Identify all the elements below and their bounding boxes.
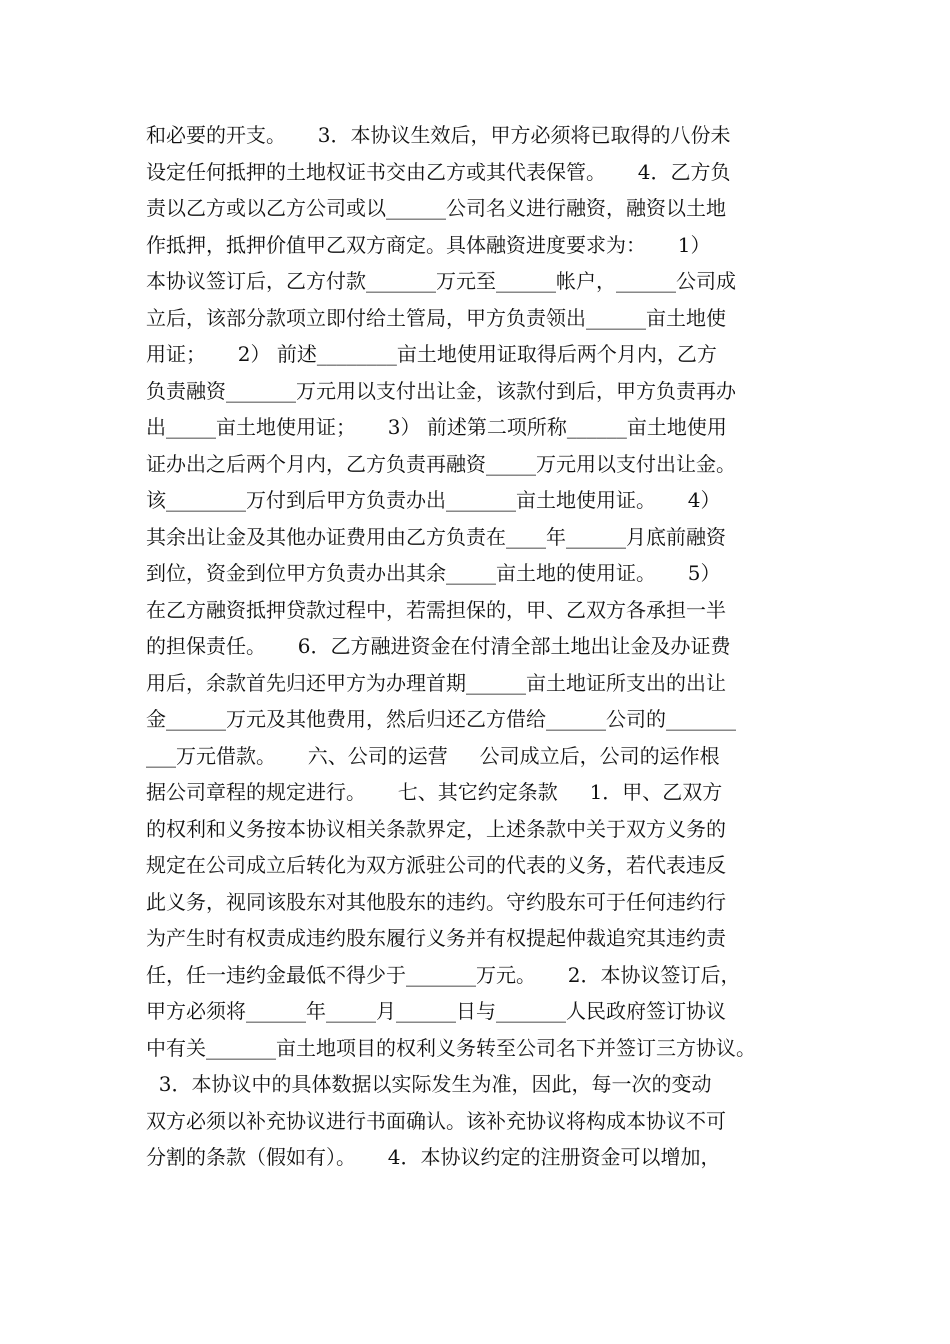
- text-line: 的担保责任。 6．乙方融进资金在付清全部土地出让金及办证费: [146, 634, 731, 658]
- text-line: 的权利和义务按本协议相关条款界定，上述条款中关于双方义务的: [146, 816, 726, 841]
- text-line: 出_____亩土地使用证； 3） 前述第二项所称______亩土地使用: [146, 415, 727, 439]
- text-line: 用后，余款首先归还甲方为办理首期______亩土地证所支出的出让: [146, 670, 726, 695]
- text-line: 在乙方融资抵押贷款过程中，若需担保的，甲、乙双方各承担一半: [146, 597, 726, 622]
- text-line: 立后，该部分款项立即付给土管局，甲方负责领出______亩土地使: [146, 305, 726, 330]
- text-line: 双方必须以补充协议进行书面确认。该补充协议将构成本协议不可: [146, 1108, 726, 1133]
- text-line: 和必要的开支。 3．本协议生效后，甲方必须将已取得的八份未: [146, 123, 731, 147]
- text-line: 本协议签订后，乙方付款_______万元至______帐户，______公司成: [146, 269, 736, 293]
- text-line: 规定在公司成立后转化为双方派驻公司的代表的义务，若代表违反: [146, 853, 726, 877]
- text-line: ___万元借款。 六、公司的运营 公司成立后，公司的运作根: [146, 743, 720, 768]
- text-line: 设定任何抵押的土地权证书交由乙方或其代表保管。 4．乙方负: [146, 159, 731, 184]
- text-line: 作抵押，抵押价值甲乙双方商定。具体融资进度要求为： 1）: [146, 232, 711, 257]
- text-line: 据公司章程的规定进行。 七、其它约定条款 1．甲、乙双方: [146, 780, 723, 804]
- text-line: 分割的条款（假如有）。 4．本协议约定的注册资金可以增加，: [146, 1145, 721, 1169]
- text-line: 任，任一违约金最低不得少于_______万元。 2．本协议签订后，: [146, 962, 741, 987]
- text-line: 为产生时有权责成违约股东履行义务并有权提起仲裁追究其违约责: [146, 926, 726, 950]
- text-line: 用证； 2） 前述________亩土地使用证取得后两个月内，乙方: [146, 342, 717, 366]
- text-line: 3．本协议中的具体数据以实际发生为准，因此，每一次的变动: [146, 1072, 712, 1096]
- text-line: 其余出让金及其他办证费用由乙方负责在____年______月底前融资: [146, 524, 726, 549]
- text-line: 负责融资_______万元用以支付出让金，该款付到后，甲方负责再办: [146, 378, 736, 403]
- text-line: 责以乙方或以乙方公司或以______公司名义进行融资，融资以土地: [146, 196, 726, 220]
- text-line: 该________万付到后甲方负责办出_______亩土地使用证。 4）: [146, 488, 721, 512]
- text-line: 证办出之后两个月内，乙方负责再融资_____万元用以支付出让金。: [146, 451, 736, 476]
- agreement-body-text: [146, 117, 846, 1176]
- text-line: 中有关_______亩土地项目的权利义务转至公司名下并签订三方协议。: [146, 1035, 756, 1060]
- text-line: 此义务，视同该股东对其他股东的违约。守约股东可于任何违约行: [146, 889, 726, 914]
- text-line: 甲方必须将______年_____月______日与_______人民政府签订协议: [146, 999, 726, 1023]
- text-line: 金______万元及其他费用，然后归还乙方借给______公司的_______: [146, 707, 736, 731]
- text-line: 到位，资金到位甲方负责办出其余_____亩土地的使用证。 5）: [146, 561, 721, 585]
